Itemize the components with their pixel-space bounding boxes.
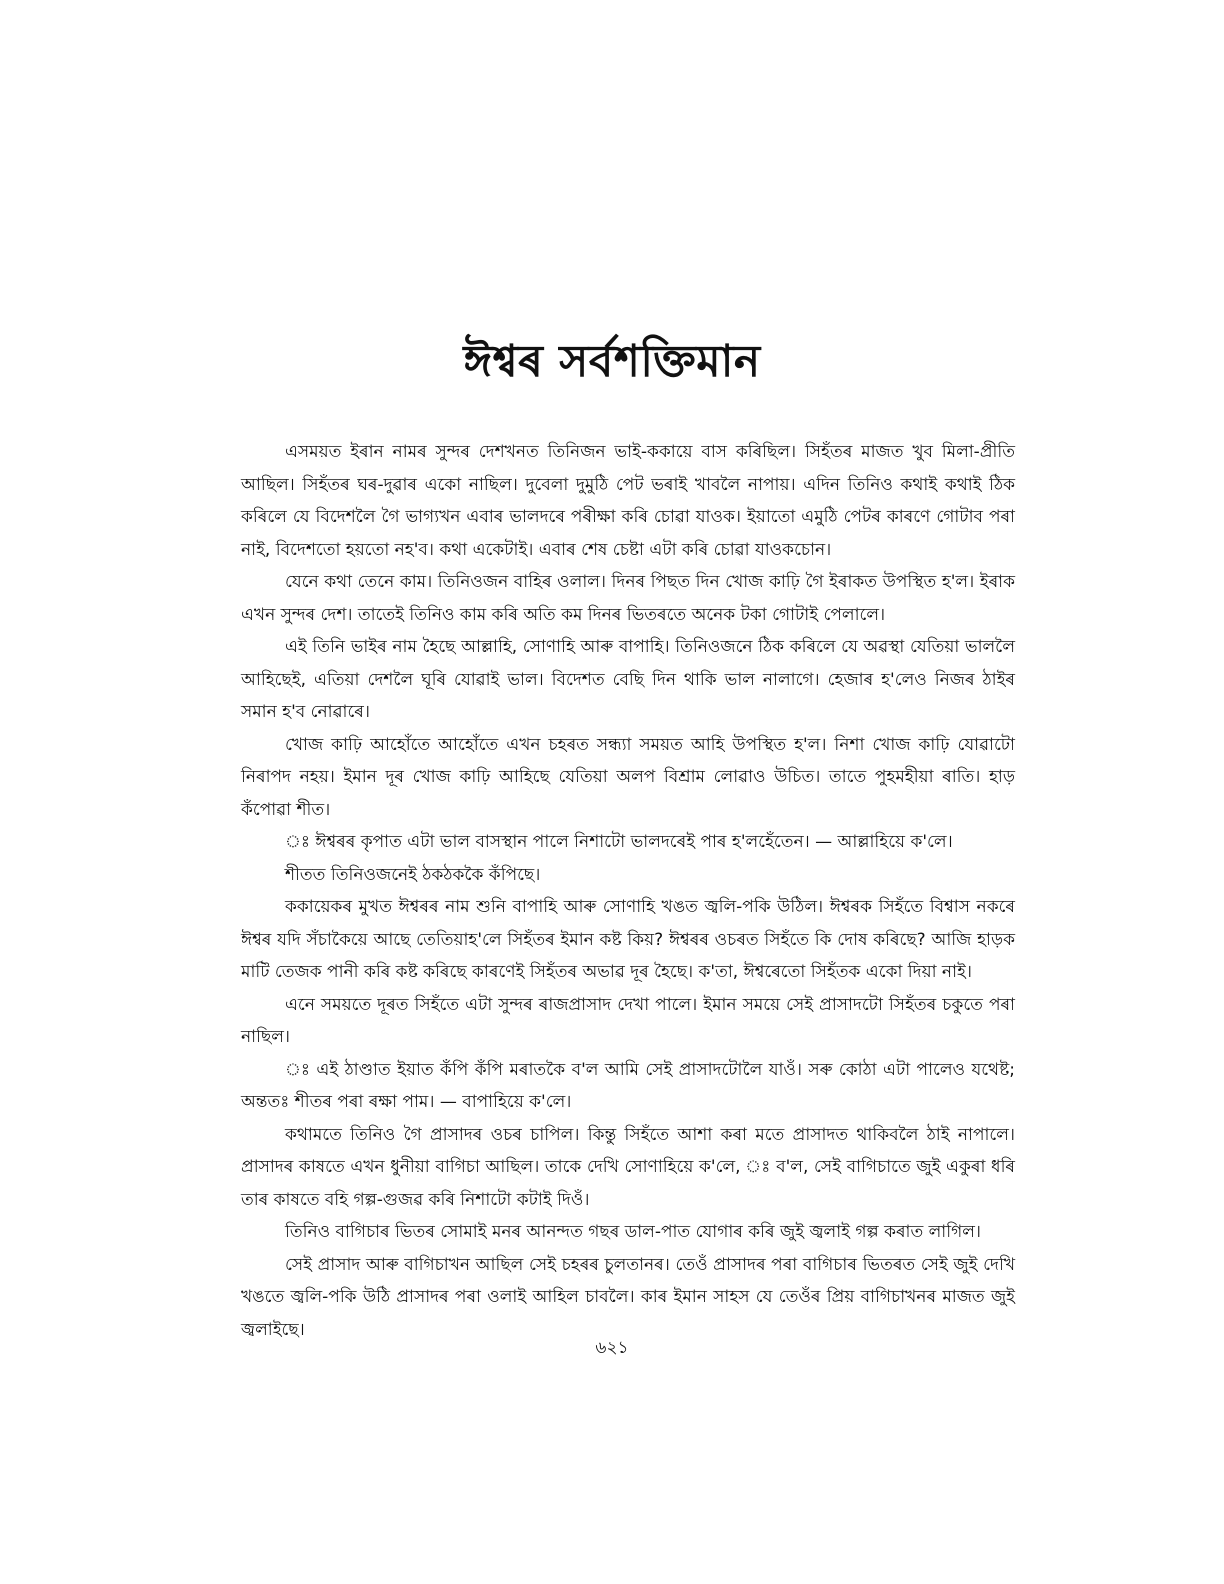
paragraph: সেই প্ৰাসাদ আৰু বাগিচাখন আছিল সেই চহৰৰ চুলতানৰ। তেওঁ প্ৰাসাদৰ পৰা বাগিচাৰ ভিতৰত সেই জুই দেখি খঙতে জ্বলি-পকি উঠি প্ৰাসাদৰ পৰা ওলাই আহিল চাবলৈ। কাৰ ইমান সাহস যে তেওঁৰ প্ৰিয় বাগিচাখনৰ মাজত জুই জ্বলাইছে। <box>241 1254 1015 1340</box>
dialogue-paragraph: ঃ এই ঠাণ্ডাত ইয়াত কঁপি কঁপি মৰাতকৈ ব'ল আমি সেই প্ৰাসাদটোলৈ যাওঁ। সৰু কোঠা এটা পালেও যথেষ্ট; অন্ততঃ শীতৰ পৰা ৰক্ষা পাম। — বাপাহিয়ে ক'লে। <box>241 1059 1015 1112</box>
page-number: ৬২১ <box>595 1338 629 1358</box>
page-title: ঈশ্বৰ সৰ্বশক্তিমান <box>463 336 761 387</box>
paragraph: এই তিনি ভাইৰ নাম হৈছে আল্লাহি, সোণাহি আৰু বাপাহি। তিনিওজনে ঠিক কৰিলে যে অৱস্থা যেতিয়া ভাললৈ আহিছেই, এতিয়া দেশলৈ ঘূৰি যোৱাই ভাল। বিদেশত বেছি দিন থাকি ভাল নালাগে। হেজাৰ হ'লেও নিজৰ ঠাইৰ সমান হ'ব নোৱাৰে। <box>241 637 1015 722</box>
paragraph: এসময়ত ইৰান নামৰ সুন্দৰ দেশখনত তিনিজন ভাই-ককায়ে বাস কৰিছিল। সিহঁতৰ মাজত খুব মিলা-প্ৰীতি আছিল। সিহঁতৰ ঘৰ-দুৱাৰ একো নাছিল। দুবেলা দুমুঠি পেট ভৰাই খাবলৈ নাপায়। এদিন তিনিও কথাই কথাই ঠিক কৰিলে যে বিদেশলৈ গৈ ভাগ্যখন এবাৰ ভালদৰে পৰীক্ষা কৰি চোৱা যাওক। ইয়াতো এমুঠি পেটৰ কাৰণে গোটাব পৰা নাই, বিদেশতো হয়তো নহ'ব। কথা একেটাই। এবাৰ শেষ চেষ্টা এটা কৰি চোৱা যাওকচোন। <box>241 442 1015 560</box>
paragraph: কথামতে তিনিও গৈ প্ৰাসাদৰ ওচৰ চাপিল। কিন্তু সিহঁতে আশা কৰা মতে প্ৰাসাদত থাকিবলৈ ঠাই নাপালে। প্ৰাসাদৰ কাষতে এখন ধুনীয়া বাগিচা আছিল। তাকে দেখি সোণাহিয়ে ক'লে, ঃ ব'ল, সেই বাগিচাতে জুই একুৰা ধৰি তাৰ কাষতে বহি গল্প-গুজৱ কৰি নিশাটো কটাই দিওঁ। <box>241 1124 1015 1210</box>
paragraph: তিনিও বাগিচাৰ ভিতৰ সোমাই মনৰ আনন্দত গছৰ ডাল-পাত যোগাৰ কৰি জুই জ্বলাই গল্প কৰাত লাগিল। <box>285 1222 981 1242</box>
paragraph: এনে সময়তে দূৰত সিহঁতে এটা সুন্দৰ ৰাজপ্ৰাসাদ দেখা পালে। ইমান সময়ে সেই প্ৰাসাদটো সিহঁতৰ চকুতে পৰা নাছিল। <box>241 994 1015 1047</box>
paragraph: শীতত তিনিওজনেই ঠকঠককৈ কঁপিছে। <box>285 864 541 885</box>
paragraph: খোজ কাঢ়ি আহোঁতে আহোঁতে এখন চহৰত সন্ধ্যা সময়ত আহি উপস্থিত হ'ল। নিশা খোজ কাঢ়ি যোৱাটো নিৰাপদ নহয়। ইমান দূৰ খোজ কাঢ়ি আহিছে যেতিয়া অলপ বিশ্ৰাম লোৱাও উচিত। তাতে পুহমহীয়া ৰাতি। হাড় কঁপোৱা শীত। <box>241 734 1015 820</box>
story-body <box>241 436 1015 1346</box>
paragraph: যেনে কথা তেনে কাম। তিনিওজন বাহিৰ ওলাল। দিনৰ পিছত দিন খোজ কাঢ়ি গৈ ইৰাকত উপস্থিত হ'ল। ইৰাক এখন সুন্দৰ দেশ। তাতেই তিনিও কাম কৰি অতি কম দিনৰ ভিতৰতে অনেক টকা গোটাই পেলালে। <box>241 572 1015 625</box>
paragraph: ককায়েকৰ মুখত ঈশ্বৰৰ নাম শুনি বাপাহি আৰু সোণাহি খঙত জ্বলি-পকি উঠিল। ঈশ্বৰক সিহঁতে বিশ্বাস নকৰে ঈশ্বৰ যদি সঁচাকৈয়ে আছে তেতিয়াহ'লে সিহঁতৰ ইমান কষ্ট কিয়? ঈশ্বৰৰ ওচৰত সিহঁতে কি দোষ কৰিছে? আজি হাড়ক মাটি তেজক পানী কৰি কষ্ট কৰিছে কাৰণেই সিহঁতৰ অভাৱ দূৰ হৈছে। ক'তা, ঈশ্বৰেতো সিহঁতক একো দিয়া নাই। <box>241 897 1015 982</box>
dialogue-paragraph: ঃ ঈশ্বৰৰ কৃপাত এটা ভাল বাসস্থান পালে নিশাটো ভালদৰেই পাৰ হ'লহেঁতেন। — আল্লাহিয়ে ক'লে। <box>285 832 953 852</box>
